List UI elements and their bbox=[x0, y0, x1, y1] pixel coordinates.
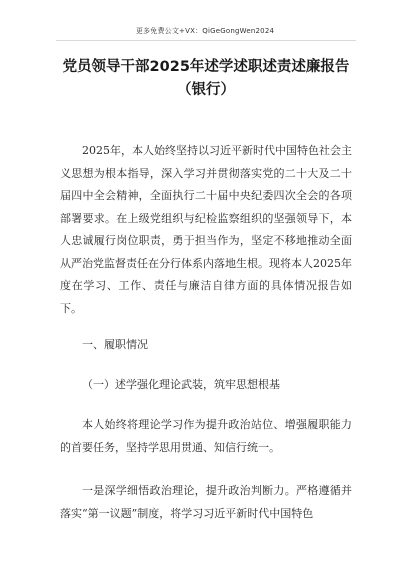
subsection-heading: （一）述学强化理论武装，筑牢思想根基 bbox=[82, 378, 280, 391]
body-paragraph: 一是深学细悟政治理论，提升政治判断力。严格遵循并落实“第一议题”制度，将学习习近平新时代中国特色 bbox=[60, 484, 352, 520]
body-paragraph: 本人始终将理论学习作为提升政治站位、增强履职能力的首要任务，坚持学思用贯通、知信行统一。 bbox=[60, 418, 352, 454]
header-divider bbox=[56, 40, 356, 41]
intro-paragraph: 2025年，本人始终坚持以习近平新时代中国特色社会主义思想为根本指导，深入学习并贯彻落实党的二十大及二十届四中全会精神，全面执行二十届中央纪委四次全会的各项部署要求。在上级党组织与纪检监察组织的坚强领导下，本人忠诚履行岗位职责，勇于担当作为，坚定不移地推动全面从严治党监督责任在分行体系内落地生根。现将本人2025年度在学习、工作、责任与廉洁自律方面的具体情况报告如下。 bbox=[60, 144, 352, 315]
section-heading: 一、履职情况 bbox=[82, 338, 148, 351]
document-title: 党员领导干部2025年述学述职述责述廉报告（银行） bbox=[62, 59, 350, 98]
header-note: 更多免费公文+VX：QiGeGongWen2024 bbox=[135, 27, 275, 35]
